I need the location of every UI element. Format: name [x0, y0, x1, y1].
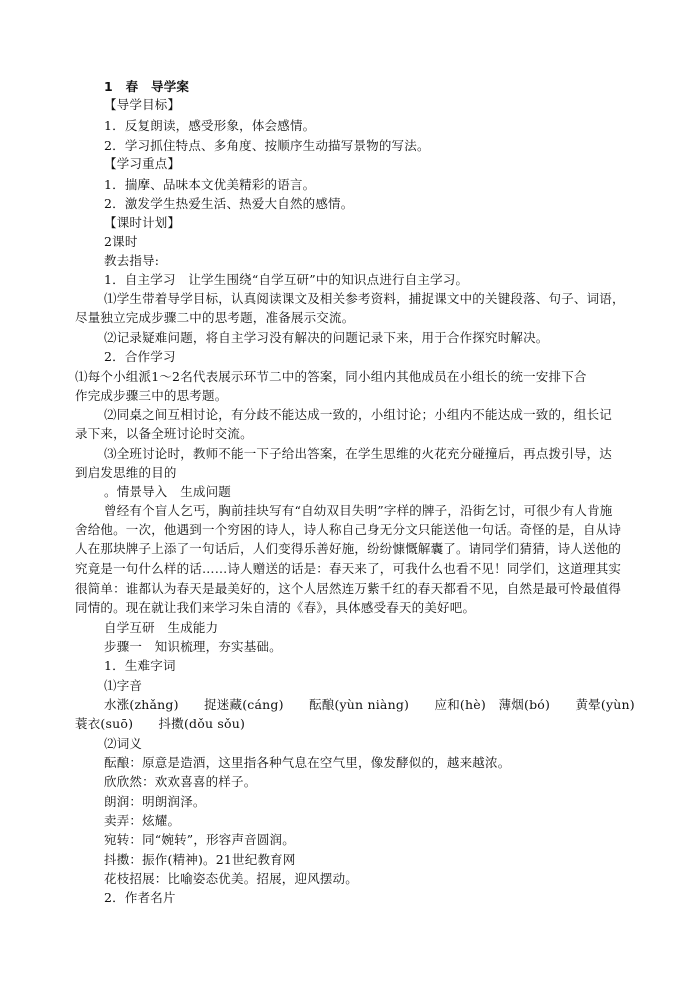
paragraph: 1．自主学习 让学生围绕“自学互研”中的知识点进行自主学习。 — [104, 272, 469, 287]
paragraph: 人在那块牌子上添了一句话后，人们变得乐善好施，纷纷慷慨解囊了。请同学们猜猜，诗人送他的 — [75, 541, 622, 556]
paragraph: ⑵同桌之间互相讨论，有分歧不能达成一致的，小组讨论；小组内不能达成一致的，组长记 — [104, 407, 613, 422]
paragraph: ⑴学生带着导学目标，认真阅读课文及相关参考资料，捕捉课文中的关键段落、句子、词语， — [104, 291, 625, 306]
focus-item: 1．揣摩、品味本文优美精彩的语言。 — [104, 177, 316, 192]
intro-heading: 。情景导入 生成问题 — [104, 484, 232, 499]
paragraph: 同情的。现在就让我们来学习朱自清的《春》，具体感受春天的美好吧。 — [75, 600, 476, 615]
paragraph: 舍给他。一次，他遇到一个穷困的诗人，诗人称自己身无分文只能送他一句话。奇怪的是，自从诗 — [75, 522, 622, 537]
document-title: 1 春 导学案 — [104, 79, 190, 94]
section-heading-goals: 【导学目标】 — [104, 97, 181, 112]
paragraph: 录下来，以备全班讨论时交流。 — [75, 426, 253, 441]
paragraph: ⑶全班讨论时，教师不能一下子给出答案，在学生思维的火花充分碰撞后，再点拨引导，达 — [104, 446, 613, 461]
focus-item: 2．激发学生热爱生活、热爱大自然的感情。 — [104, 196, 354, 211]
meaning-item: 欣欣然：欢欢喜喜的样子。 — [104, 774, 257, 789]
paragraph: 到启发思维的目的 — [75, 465, 177, 480]
meaning-item: 卖弄：炫耀。 — [104, 813, 181, 828]
goal-item: 2．学习抓住特点、多角度、按顺序生动描写景物的写法。 — [104, 138, 430, 153]
guide-heading: 教去指导: — [104, 253, 160, 268]
paragraph: 曾经有个盲人乞丐，胸前挂块写有“自幼双目失明”字样的牌子，沿街乞讨，可很少有人肯施 — [104, 503, 613, 518]
section-heading-focus: 【学习重点】 — [104, 156, 181, 171]
paragraph: 很简单：谁都认为春天是最美好的，这个人居然连万紫千红的春天都看不见，自然是最可怜最值得 — [75, 581, 622, 596]
section-heading-plan: 【课时计划】 — [104, 215, 181, 230]
step-heading: 步骤一 知识梳理，夯实基础。 — [104, 639, 282, 654]
paragraph: 尽量独立完成步骤二中的思考题，准备展示交流。 — [75, 310, 355, 325]
words-heading: 1．生难字词 — [104, 658, 176, 673]
pronunciation-list: 水涨(zhǎng) 捉迷藏(cáng) 酝酿(yùn niàng) 应和(hè) 薄烟(bó) 黄晕(yùn) — [104, 697, 635, 712]
paragraph: 作完成步骤三中的思考题。 — [75, 388, 228, 403]
paragraph: 2．合作学习 — [104, 349, 176, 364]
meaning-item: 花枝招展：比喻姿态优美。招展，迎风摆动。 — [104, 871, 359, 886]
meaning-item: 抖擞：振作(精神)。21世纪教育网 — [104, 852, 296, 867]
pronunciation-list: 蓑衣(suō) 抖擞(dǒu sǒu) — [75, 716, 246, 731]
pronunciation-heading: ⑴字音 — [104, 678, 143, 693]
class-hours: 2课时 — [104, 234, 138, 249]
paragraph: ⑴每个小组派1～2名代表展示环节二中的答案，同小组内其他成员在小组长的统一安排下合 — [75, 369, 587, 384]
meaning-item: 酝酿：原意是造酒，这里指各种气息在空气里，像发酵似的，越来越浓。 — [104, 755, 511, 770]
paragraph: 究竟是一句什么样的话……诗人赠送的话是：春天来了，可我什么也看不见！同学们，这道理其实 — [75, 561, 622, 576]
author-heading: 2．作者名片 — [104, 890, 176, 905]
goal-item: 1．反复朗读，感受形象，体会感情。 — [104, 118, 316, 133]
meaning-item: 朗润：明朗润泽。 — [104, 794, 206, 809]
study-heading: 自学互研 生成能力 — [104, 620, 219, 635]
meaning-item: 宛转：同“婉转”，形容声音圆润。 — [104, 832, 295, 847]
meaning-heading: ⑵词义 — [104, 736, 143, 751]
paragraph: ⑵记录疑难问题，将自主学习没有解决的问题记录下来，用于合作探究时解决。 — [104, 330, 549, 345]
